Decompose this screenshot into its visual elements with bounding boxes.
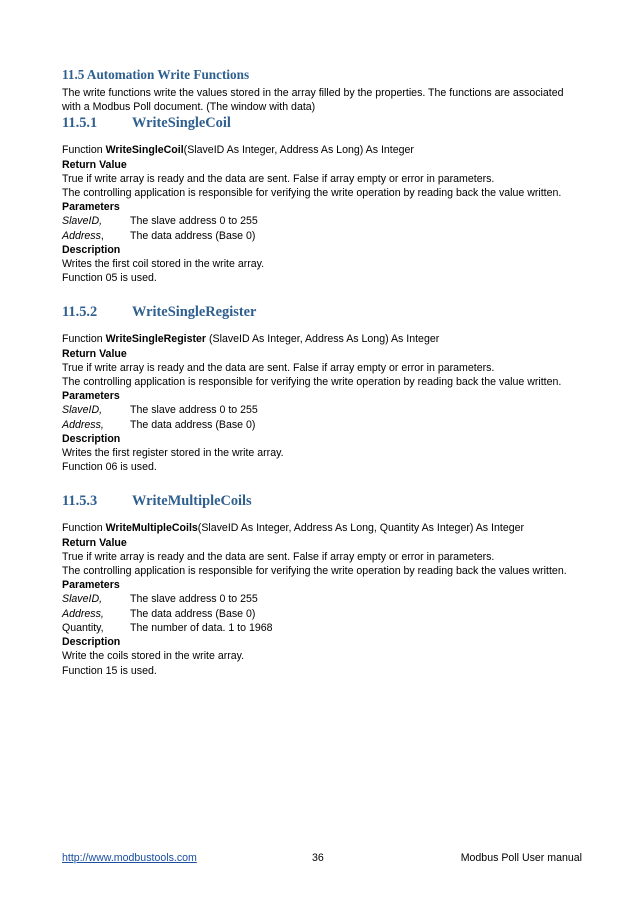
function-code-text: Function 05 is used. (62, 272, 157, 285)
description-text: Write the coils stored in the write array. (62, 650, 245, 663)
return-value-text: True if write array is ready and the data are sent. False if array empty or error in parameters. (62, 361, 495, 374)
description-label: Description (62, 432, 121, 445)
parameter-row (62, 403, 582, 417)
description-text: Writes the first register stored in the write array. (62, 447, 284, 460)
parameters-label: Parameters (62, 579, 120, 592)
subsection-title: WriteSingleCoil (132, 115, 231, 132)
parameter-row (62, 607, 582, 621)
parameters-label: Parameters (62, 390, 120, 403)
return-value-label: Return Value (62, 536, 127, 549)
parameter-name: Address (62, 229, 101, 242)
signature-args: (SlaveID As Integer, Address As Long) As Integer (206, 333, 440, 346)
signature-prefix: Function (62, 333, 106, 346)
subsection-heading (62, 114, 582, 132)
return-value-label: Return Value (62, 158, 127, 171)
parameter-description: The slave address 0 to 255 (130, 215, 258, 228)
description-label: Description (62, 243, 121, 256)
page-content (62, 66, 582, 696)
parameter-name: Address, (62, 418, 104, 431)
page-footer (62, 851, 582, 865)
function-signature (62, 332, 582, 346)
function-code-text: Function 06 is used. (62, 461, 157, 474)
parameter-separator: , (100, 229, 104, 242)
parameter-name: SlaveID, (62, 404, 103, 417)
subsection-number: 11.5.3 (62, 493, 98, 510)
return-value-text: True if write array is ready and the data are sent. False if array empty or error in parameters. (62, 550, 495, 563)
parameter-row (62, 229, 582, 243)
signature-prefix: Function (62, 522, 106, 535)
parameter-description: The number of data. 1 to 1968 (130, 621, 273, 634)
parameter-name: Address, (62, 607, 104, 620)
parameter-row (62, 592, 582, 606)
parameter-name: SlaveID, (62, 593, 103, 606)
manual-title: Modbus Poll User manual (460, 852, 582, 864)
function-signature (62, 521, 582, 535)
function-section (62, 492, 582, 677)
section-heading: 11.5 Automation Write Functions (62, 67, 250, 82)
signature-prefix: Function (62, 144, 106, 157)
function-signature (62, 143, 582, 157)
website-link[interactable]: http://www.modbustools.com (62, 852, 197, 864)
subsection-number: 11.5.2 (62, 304, 98, 321)
parameter-description: The data address (Base 0) (130, 607, 256, 620)
description-label: Description (62, 636, 121, 649)
parameter-name-wrap (62, 229, 130, 243)
intro-paragraph: The write functions write the values stored in the array filled by the properties. The functions are associated with a Modbus Poll document. (The window with data) (62, 87, 564, 114)
parameter-description: The data address (Base 0) (130, 229, 256, 242)
subsection-title: WriteMultipleCoils (132, 493, 252, 510)
parameter-description: The data address (Base 0) (130, 418, 256, 431)
parameter-row (62, 418, 582, 432)
return-value-note: The controlling application is responsible for verifying the write operation by reading back the value written. (62, 187, 562, 200)
parameter-row (62, 621, 582, 635)
subsection-number: 11.5.1 (62, 115, 98, 132)
signature-args: (SlaveID As Integer, Address As Long, Quantity As Integer) As Integer (197, 522, 525, 535)
signature-name: WriteMultipleCoils (105, 522, 198, 535)
subsection-title: WriteSingleRegister (132, 304, 257, 321)
return-value-text: True if write array is ready and the data are sent. False if array empty or error in parameters. (62, 172, 495, 185)
function-code-text: Function 15 is used. (62, 664, 157, 677)
signature-name: WriteSingleRegister (105, 333, 207, 346)
function-section (62, 303, 582, 474)
page-number: 36 (312, 852, 324, 864)
parameter-name: SlaveID, (62, 215, 103, 228)
signature-name: WriteSingleCoil (105, 144, 184, 157)
subsection-heading (62, 492, 582, 510)
description-text: Writes the first coil stored in the write array. (62, 258, 265, 271)
parameter-description: The slave address 0 to 255 (130, 404, 258, 417)
parameter-description: The slave address 0 to 255 (130, 593, 258, 606)
return-value-note: The controlling application is responsible for verifying the write operation by reading back the value written. (62, 376, 562, 389)
parameter-name: Quantity, (62, 621, 104, 634)
return-value-label: Return Value (62, 347, 127, 360)
return-value-note: The controlling application is responsible for verifying the write operation by reading back the values written. (62, 565, 567, 578)
parameters-label: Parameters (62, 201, 120, 214)
function-section (62, 114, 582, 285)
subsection-heading (62, 303, 582, 321)
parameter-row (62, 214, 582, 228)
signature-args: (SlaveID As Integer, Address As Long) As Integer (183, 144, 414, 157)
